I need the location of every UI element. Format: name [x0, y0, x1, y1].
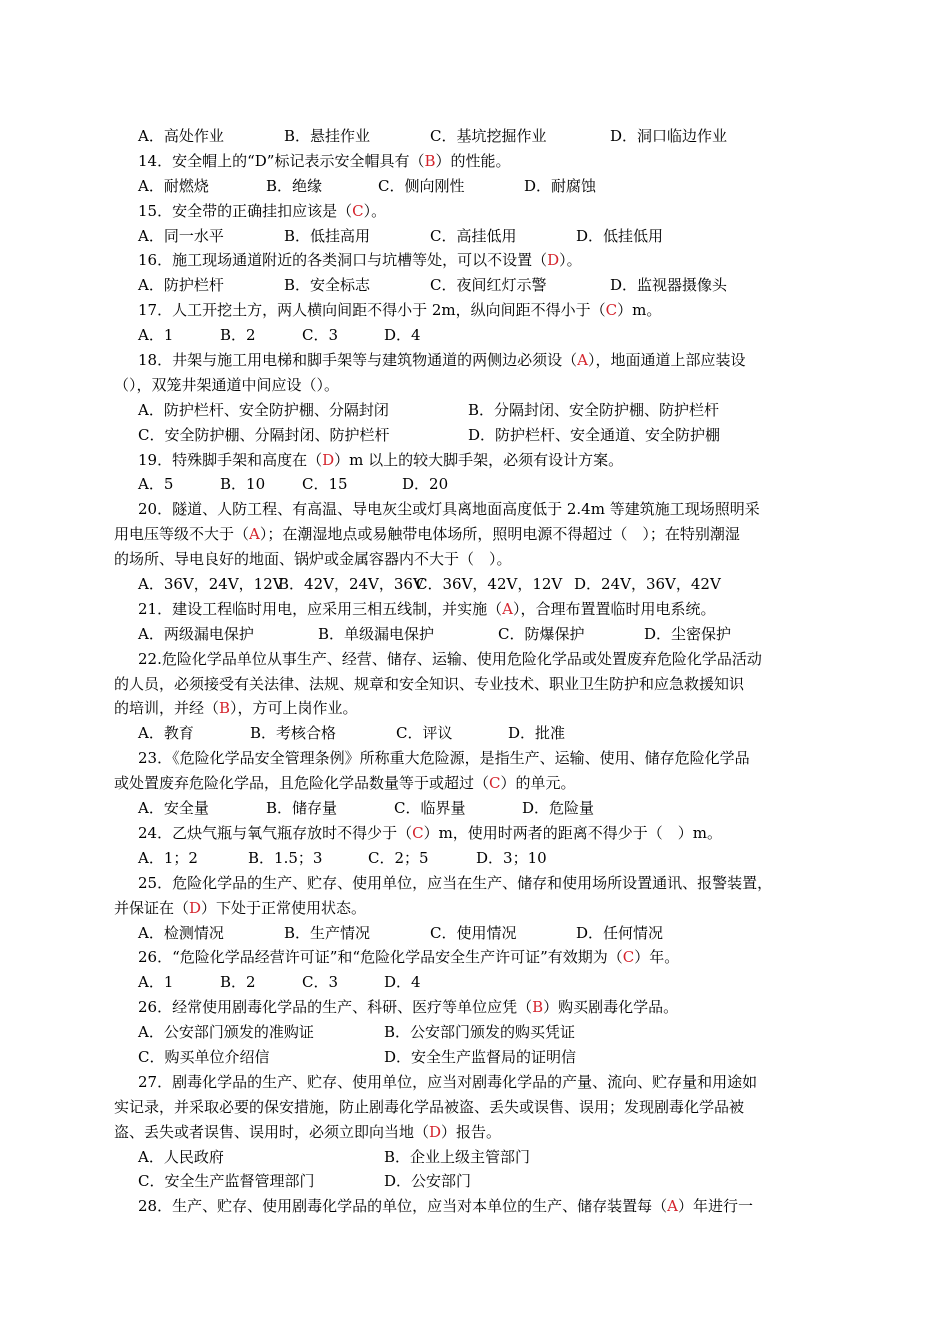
- question-line: [114, 199, 836, 224]
- question-text: ）m 以上的较大脚手架，必须有设计方案。: [334, 450, 624, 469]
- option-item: D．批准: [508, 724, 566, 743]
- answer-mark: B: [532, 998, 544, 1017]
- option-item: D．24V，36V，42V: [574, 575, 721, 594]
- question-text: 22.危险化学品单位从事生产、经营、储存、运输、使用危险化学品或处置废弃危险化学品活动: [138, 649, 762, 668]
- option-item: D．4: [384, 326, 421, 345]
- question-line: [114, 647, 836, 672]
- question-text: 16．施工现场通道附近的各类洞口与坑槽等处，可以不设置（: [138, 251, 548, 270]
- option-item: B．绝缘: [266, 176, 323, 195]
- question-line: [114, 821, 836, 846]
- question-text: 26．“危险化学品经营许可证”和“危险化学品安全生产许可证”有效期为（: [138, 948, 623, 967]
- options-row: [114, 323, 836, 348]
- option-item: A．安全量: [138, 799, 209, 818]
- question-line: [114, 1194, 836, 1219]
- option-item: C．基坑挖掘作业: [430, 127, 547, 145]
- question-text: 20．隧道、人防工程、有高温、导电灰尘或灯具离地面高度低于 2.4m 等建筑施工现场照明采: [138, 500, 760, 519]
- option-item: B．储存量: [266, 799, 338, 818]
- option-item: C．夜间红灯示警: [430, 276, 547, 295]
- option-item: D．20: [402, 475, 449, 494]
- option-item: A．教育: [138, 724, 194, 743]
- option-item: B．公安部门颁发的购买凭证: [384, 1023, 576, 1042]
- question-line: [114, 995, 836, 1020]
- question-line: [114, 522, 836, 547]
- option-item: D．洞口临边作业: [610, 127, 728, 145]
- option-item: C．15: [302, 475, 348, 494]
- option-item: A．36V，24V，12V: [138, 575, 284, 594]
- question-line: [114, 746, 836, 771]
- option-item: A．同一水平: [138, 226, 224, 245]
- options-row: [114, 224, 836, 249]
- option-item: C．侧向刚性: [378, 176, 465, 195]
- option-item: A．高处作业: [138, 127, 224, 145]
- question-text: ）。: [559, 251, 582, 270]
- question-text: 或处置废弃危险化学品，且危险化学品数量等于或超过（: [114, 774, 490, 793]
- question-text: ），地面通道上部应装设: [587, 351, 746, 370]
- option-item: D．监视器摄像头: [610, 276, 728, 295]
- option-item: D．危险量: [522, 799, 595, 818]
- option-item: A．防护栏杆: [138, 276, 224, 295]
- option-item: C．2；5: [368, 848, 429, 867]
- option-item: D．低挂低用: [576, 226, 664, 245]
- option-item: D．尘密保护: [644, 624, 732, 643]
- answer-mark: C: [352, 201, 364, 220]
- question-line: [114, 1095, 836, 1120]
- option-item: C．评议: [396, 724, 453, 743]
- question-text: （），双笼井架通道中间应设（）。: [114, 375, 340, 394]
- option-item: C．安全防护棚、分隔封闭、防护栏杆: [138, 425, 390, 444]
- option-item: B．单级漏电保护: [318, 624, 435, 643]
- options-row: [114, 846, 836, 871]
- options-row: [114, 970, 836, 995]
- question-text: ）。: [363, 201, 387, 220]
- question-text: ）年进行一: [677, 1197, 753, 1216]
- options-row: [114, 1045, 836, 1070]
- option-item: B．企业上级主管部门: [384, 1147, 531, 1166]
- question-line: [114, 248, 836, 273]
- question-text: 28．生产、贮存、使用剧毒化学品的单位，应当对本单位的生产、储存装置每（: [138, 1197, 668, 1216]
- options-row: [114, 472, 836, 497]
- question-line: [114, 547, 836, 572]
- question-text: 并保证在（: [114, 898, 190, 917]
- question-text: 21．建设工程临时用电，应采用三相五线制，并实施（: [138, 599, 503, 618]
- answer-mark: C: [605, 301, 618, 320]
- question-text: ）年。: [634, 948, 680, 967]
- question-line: [114, 672, 836, 697]
- document-page: [114, 124, 836, 1219]
- question-line: [114, 1070, 836, 1095]
- answer-mark: A: [667, 1197, 678, 1216]
- question-text: 24．乙炔气瓶与氧气瓶存放时不得少于（: [138, 823, 413, 842]
- question-line: [114, 448, 836, 473]
- question-text: 18．井架与施工用电梯和脚手架等与建筑物通道的两侧边必须设（: [138, 351, 578, 370]
- question-text: ）的单元。: [500, 774, 576, 793]
- question-text: ），合理布置置临时用电系统。: [512, 599, 716, 618]
- options-row: [114, 423, 836, 448]
- option-item: D．防护栏杆、安全通道、安全防护棚: [468, 425, 721, 444]
- question-text: ）下处于正常使用状态。: [201, 898, 367, 917]
- option-item: A．1: [138, 326, 174, 345]
- option-item: A．1；2: [138, 848, 198, 867]
- options-row: [114, 1145, 836, 1170]
- answer-mark: D: [189, 898, 202, 917]
- option-item: B．考核合格: [250, 724, 337, 743]
- question-text: ）m。: [617, 301, 662, 320]
- option-item: D．耐腐蚀: [524, 176, 597, 195]
- question-text: 25．危险化学品的生产、贮存、使用单位，应当在生产、储存和使用场所设置通讯、报警装置，: [138, 873, 773, 892]
- option-item: C．安全生产监督管理部门: [138, 1172, 315, 1191]
- question-text: 的培训，并经（: [114, 699, 220, 718]
- option-item: A．1: [138, 973, 174, 992]
- options-row: [114, 796, 836, 821]
- option-item: C．购买单位介绍信: [138, 1047, 270, 1066]
- answer-mark: D: [547, 251, 560, 270]
- question-text: 23．《危险化学品安全管理条例》所称重大危险源，是指生产、运输、使用、储存危险化学品: [138, 749, 750, 768]
- option-item: B．42V，24V，36V: [278, 575, 424, 594]
- question-text: ）报告。: [441, 1122, 502, 1141]
- question-text: ）；在潮湿地点或易触带电体场所，照明电源不得超过（ ）；在特别潮湿: [259, 525, 740, 544]
- question-text: 14．安全帽上的“D”标记表示安全帽具有（: [138, 151, 425, 170]
- question-line: [114, 871, 836, 896]
- option-item: B．分隔封闭、安全防护棚、防护栏杆: [468, 400, 720, 419]
- question-text: 19．特殊脚手架和高度在（: [138, 450, 323, 469]
- option-item: C．防爆保护: [498, 624, 585, 643]
- answer-mark: D: [429, 1122, 442, 1141]
- options-row: [114, 273, 836, 298]
- question-text: ）m，使用时两者的距离不得少于（ ）m。: [423, 823, 723, 842]
- question-text: ）的性能。: [435, 151, 511, 170]
- question-text: ）购买剧毒化学品。: [543, 998, 679, 1017]
- question-line: [114, 896, 836, 921]
- question-text: ），方可上岗作业。: [230, 699, 358, 718]
- options-row: [114, 572, 836, 597]
- question-line: [114, 149, 836, 174]
- question-text: 26．经常使用剧毒化学品的生产、科研、医疗等单位应凭（: [138, 998, 533, 1017]
- question-text: 的场所、导电良好的地面、锅炉或金属容器内不大于（ ）。: [114, 550, 512, 569]
- option-item: B．低挂高用: [284, 226, 371, 245]
- answer-mark: B: [424, 151, 436, 170]
- options-row: [114, 398, 836, 423]
- question-text: 用电压等级不大于（: [114, 525, 250, 544]
- question-line: [114, 597, 836, 622]
- answer-mark: A: [577, 351, 588, 370]
- question-line: [114, 298, 836, 323]
- question-text: 盗、丢失或者误售、误用时，必须立即向当地（: [114, 1122, 430, 1141]
- answer-mark: B: [219, 699, 231, 718]
- option-item: A．两级漏电保护: [138, 624, 254, 643]
- options-row: [114, 174, 836, 199]
- option-item: B．1.5；3: [248, 848, 323, 867]
- option-item: A．公安部门颁发的准购证: [138, 1023, 314, 1042]
- option-item: D．4: [384, 973, 421, 992]
- option-item: C．临界量: [394, 799, 466, 818]
- answer-mark: C: [412, 823, 424, 842]
- option-item: A．耐燃烧: [138, 176, 209, 195]
- option-item: A．5: [138, 475, 174, 494]
- answer-mark: D: [322, 450, 335, 469]
- question-line: [114, 771, 836, 796]
- option-item: D．公安部门: [384, 1172, 472, 1191]
- question-text: 的人员，必须接受有关法律、法规、规章和安全知识、专业技术、职业卫生防护和应急救援知识: [114, 674, 745, 693]
- options-row: [114, 1169, 836, 1194]
- answer-mark: A: [502, 599, 513, 618]
- question-line: [114, 348, 836, 373]
- option-item: B．10: [220, 475, 266, 494]
- option-item: B．生产情况: [284, 923, 371, 942]
- options-row: [114, 921, 836, 946]
- answer-mark: A: [249, 525, 260, 544]
- option-item: B．悬挂作业: [284, 127, 371, 145]
- option-item: D．安全生产监督局的证明信: [384, 1047, 577, 1066]
- options-row: [114, 1020, 836, 1045]
- question-text: 15．安全带的正确挂扣应该是（: [138, 201, 353, 220]
- option-item: C．高挂低用: [430, 226, 517, 245]
- option-item: B．2: [220, 973, 256, 992]
- answer-mark: C: [622, 948, 635, 967]
- question-text: 17．人工开挖土方，两人横向间距不得小于 2m，纵向间距不得小于（: [138, 301, 606, 320]
- option-item: C．使用情况: [430, 923, 517, 942]
- options-row: [114, 622, 836, 647]
- option-item: A．检测情况: [138, 923, 224, 942]
- option-item: B．2: [220, 326, 256, 345]
- option-item: C．3: [302, 326, 339, 345]
- options-row: [114, 721, 836, 746]
- options-row: [114, 124, 836, 149]
- option-item: D．3；10: [476, 848, 547, 867]
- option-item: D．任何情况: [576, 923, 664, 942]
- option-item: C．3: [302, 973, 339, 992]
- question-line: [114, 696, 836, 721]
- option-item: A．人民政府: [138, 1147, 224, 1166]
- answer-mark: C: [489, 774, 501, 793]
- option-item: B．安全标志: [284, 276, 371, 295]
- question-line: [114, 1120, 836, 1145]
- option-item: C．36V，42V，12V: [416, 575, 563, 594]
- question-text: 实记录，并采取必要的保安措施，防止剧毒化学品被盗、丢失或误售、误用；发现剧毒化学品被: [114, 1097, 745, 1116]
- question-line: [114, 373, 836, 398]
- question-line: [114, 945, 836, 970]
- question-text: 27．剧毒化学品的生产、贮存、使用单位，应当对剧毒化学品的产量、流向、贮存量和用途如: [138, 1072, 758, 1091]
- question-line: [114, 497, 836, 522]
- option-item: A．防护栏杆、安全防护棚、分隔封闭: [138, 400, 389, 419]
